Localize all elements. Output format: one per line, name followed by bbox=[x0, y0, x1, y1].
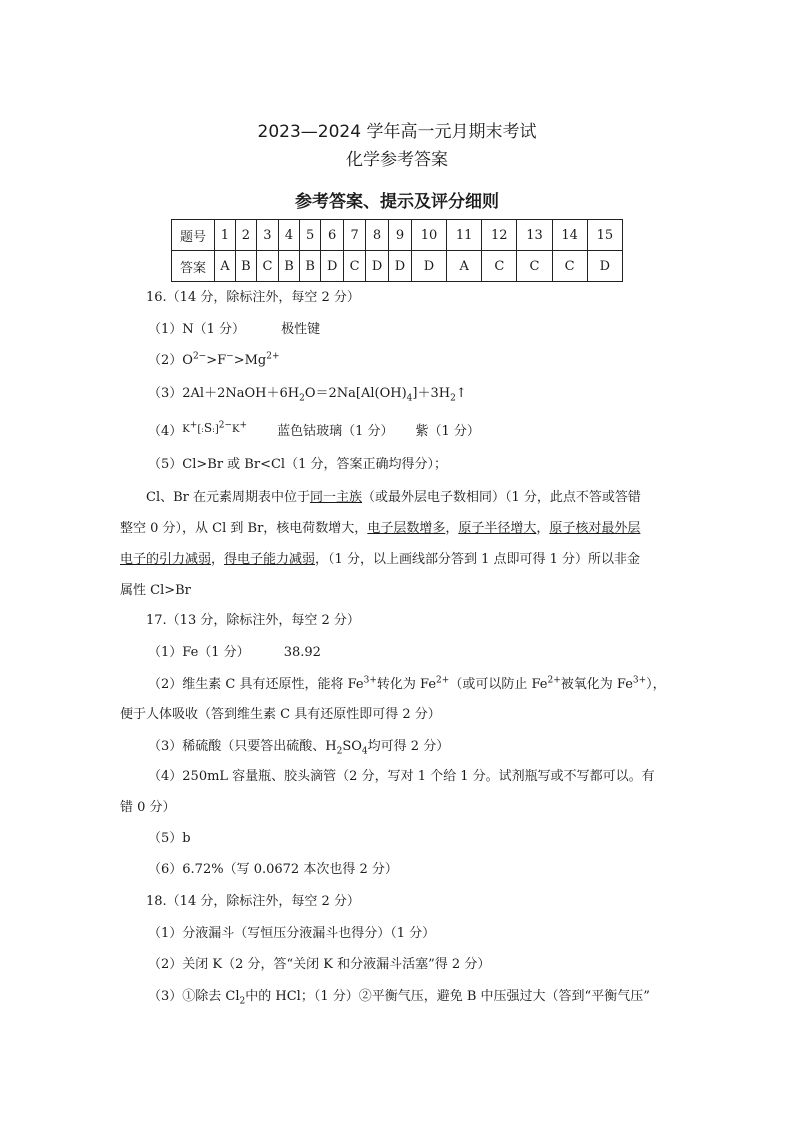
charge: 3+ bbox=[363, 675, 377, 686]
k-ion: K bbox=[182, 424, 190, 435]
text: （或可以防止 Fe bbox=[449, 677, 548, 692]
charge: 2+ bbox=[547, 675, 561, 686]
charge: + bbox=[189, 420, 198, 431]
question-number: 7 bbox=[344, 220, 366, 251]
answer-cell: C bbox=[552, 251, 587, 282]
q17-part4-line2: 错 0 分） bbox=[120, 800, 176, 815]
question-number: 1 bbox=[215, 220, 236, 251]
answer-cell: B bbox=[278, 251, 299, 282]
charge: 2+ bbox=[436, 675, 450, 686]
text: ，（1 分，以上画线部分答到 1 点即可得 1 分）所以非金 bbox=[315, 552, 641, 567]
k2s-electron-formula: K+[:S:]2−K+ bbox=[182, 420, 248, 435]
question-number: 14 bbox=[552, 220, 587, 251]
s-ion: S bbox=[203, 421, 213, 435]
text: （1）Fe（1 分） bbox=[148, 645, 250, 660]
electron-dots-icon: : bbox=[201, 425, 204, 434]
q16-part5: （5）Cl>Br 或 Br<Cl（1 分，答案正确均得分）； bbox=[148, 457, 447, 472]
question-number: 12 bbox=[482, 220, 517, 251]
subscript: 2 bbox=[299, 393, 305, 404]
answer-cell: C bbox=[344, 251, 366, 282]
question-number: 3 bbox=[256, 220, 278, 251]
gas-arrow: ↑ bbox=[455, 386, 467, 401]
text: ）， bbox=[646, 677, 666, 692]
q16-part2 bbox=[148, 352, 280, 370]
q16-part1-bond: 极性键 bbox=[281, 322, 321, 337]
charge: + bbox=[239, 420, 248, 431]
answer-cell: A bbox=[215, 251, 236, 282]
question-number: 4 bbox=[278, 220, 299, 251]
question-number: 2 bbox=[235, 220, 256, 251]
section-title: 参考答案、提示及评分细则 bbox=[295, 192, 499, 212]
subscript: 2 bbox=[239, 996, 246, 1007]
q16-part3-equation bbox=[148, 385, 467, 403]
answer-cell: D bbox=[587, 251, 622, 282]
answer-row bbox=[172, 251, 623, 282]
text: 转化为 Fe bbox=[376, 677, 437, 692]
q18-part1: （1）分液漏斗（写恒压分液漏斗也得分）（1 分） bbox=[148, 926, 436, 941]
q17-part5: （5）b bbox=[148, 831, 191, 846]
question-number: 6 bbox=[321, 220, 344, 251]
charge: 2− bbox=[192, 351, 207, 362]
q16-part1-answer: （1）N（1 分） bbox=[148, 322, 246, 337]
question-number: 15 bbox=[587, 220, 622, 251]
part-label: （2） bbox=[148, 353, 183, 368]
underlined-text: 得电子能力减弱 bbox=[224, 552, 316, 567]
question-number: 9 bbox=[389, 220, 412, 251]
charge: − bbox=[226, 351, 234, 362]
answer-cell: D bbox=[321, 251, 344, 282]
q17-heading: 17.（13 分，除标注外，每空 2 分） bbox=[146, 613, 360, 628]
question-number: 11 bbox=[447, 220, 482, 251]
text: ， bbox=[211, 552, 225, 567]
underlined-text: 同一主族 bbox=[310, 490, 363, 505]
charge: 2+ bbox=[266, 351, 280, 362]
answer-cell: D bbox=[389, 251, 412, 282]
text: ， bbox=[536, 521, 550, 536]
eq-seg: （3）2Al＋2NaOH＋6H bbox=[148, 386, 300, 401]
underlined-text: 电子层数增多 bbox=[367, 521, 446, 536]
question-number-row bbox=[172, 220, 623, 251]
text: Cl、Br 在元素周期表中位于 bbox=[146, 490, 311, 505]
ion-f: >F bbox=[206, 353, 227, 368]
row-label-number: 题号 bbox=[172, 220, 215, 251]
text: （3）①除去 Cl bbox=[148, 989, 240, 1004]
q16-explain-line3 bbox=[120, 551, 640, 569]
answer-cell: B bbox=[235, 251, 256, 282]
part-label: （4） bbox=[148, 424, 183, 439]
underlined-text: 原子核对最外层 bbox=[549, 521, 641, 536]
q16-explain-line1 bbox=[146, 489, 641, 507]
k-ion: K bbox=[232, 424, 240, 435]
q17-part3 bbox=[148, 738, 449, 756]
q17-part1-value: 38.92 bbox=[283, 645, 321, 660]
subscript: 4 bbox=[361, 746, 368, 757]
question-number: 13 bbox=[517, 220, 552, 251]
subscript: 2 bbox=[336, 746, 343, 757]
text: 中的 HCl；（1 分）②平衡气压，避免 B 中压强过大（答到“平衡气压” bbox=[245, 989, 650, 1004]
ion-o: O bbox=[182, 353, 193, 368]
answer-table bbox=[171, 219, 623, 282]
text: （或最外层电子数相同）（1 分，此点不答或答错 bbox=[362, 490, 641, 505]
subscript: 4 bbox=[406, 393, 413, 404]
answer-cell: B bbox=[300, 251, 321, 282]
text: 均可得 2 分） bbox=[367, 739, 450, 754]
question-number: 5 bbox=[300, 220, 321, 251]
text: （2）维生素 C 具有还原性，能将 Fe bbox=[148, 677, 364, 692]
charge: 2− bbox=[218, 420, 233, 431]
ion-mg: >Mg bbox=[233, 353, 267, 368]
q16-part1 bbox=[148, 321, 320, 339]
charge: 3+ bbox=[632, 675, 647, 686]
underlined-text: 电子的引力减弱 bbox=[120, 552, 212, 567]
q17-part2-line2: 便于人体吸收（答到维生素 C 具有还原性即可得 2 分） bbox=[120, 707, 441, 722]
underlined-text: 原子半径增大 bbox=[458, 521, 537, 536]
answer-cell: D bbox=[366, 251, 389, 282]
answer-cell: D bbox=[411, 251, 446, 282]
q16-explain-line4: 属性 Cl>Br bbox=[120, 583, 191, 598]
answer-cell: C bbox=[517, 251, 552, 282]
text: ， bbox=[445, 521, 459, 536]
subject-title: 化学参考答案 bbox=[346, 150, 448, 170]
q16-explain-line2 bbox=[120, 520, 640, 538]
exam-title: 2023—2024 学年高一元月期末考试 bbox=[257, 122, 537, 142]
electron-dots-icon: : bbox=[212, 425, 215, 434]
q18-part3 bbox=[148, 988, 650, 1006]
question-number: 10 bbox=[411, 220, 446, 251]
text: SO bbox=[342, 739, 362, 754]
q17-part6: （6）6.72%（写 0.0672 本次也得 2 分） bbox=[148, 862, 398, 877]
q18-part2: （2）关闭 K（2 分，答“关闭 K 和分液漏斗活塞”得 2 分） bbox=[148, 957, 491, 972]
q16-part4 bbox=[148, 422, 480, 442]
q16-part4-color: 紫（1 分） bbox=[415, 424, 480, 439]
q18-heading: 18.（14 分，除标注外，每空 2 分） bbox=[146, 894, 360, 909]
subscript: 2 bbox=[450, 393, 456, 404]
q17-part1 bbox=[148, 644, 321, 662]
text: （3）稀硫酸（只要答出硫酸、H bbox=[148, 739, 337, 754]
eq-seg: ]＋3H bbox=[412, 386, 451, 401]
q17-part2 bbox=[148, 676, 666, 694]
text: 整空 0 分），从 Cl 到 Br，核电荷数增大， bbox=[120, 521, 368, 536]
row-label-answer: 答案 bbox=[172, 251, 215, 282]
question-number: 8 bbox=[366, 220, 389, 251]
q16-heading: 16.（14 分，除标注外，每空 2 分） bbox=[146, 290, 360, 305]
text: 被氧化为 Fe bbox=[560, 677, 633, 692]
answer-cell: C bbox=[256, 251, 278, 282]
q16-part4-glass: 蓝色钴玻璃（1 分） bbox=[277, 424, 394, 439]
eq-seg: O＝2Na[Al(OH) bbox=[304, 386, 407, 401]
answer-cell: A bbox=[447, 251, 482, 282]
q17-part4: （4）250mL 容量瓶、胶头滴管（2 分，写对 1 个给 1 分。试剂瓶写或不写都可以。有 bbox=[148, 769, 655, 784]
answer-cell: C bbox=[482, 251, 517, 282]
